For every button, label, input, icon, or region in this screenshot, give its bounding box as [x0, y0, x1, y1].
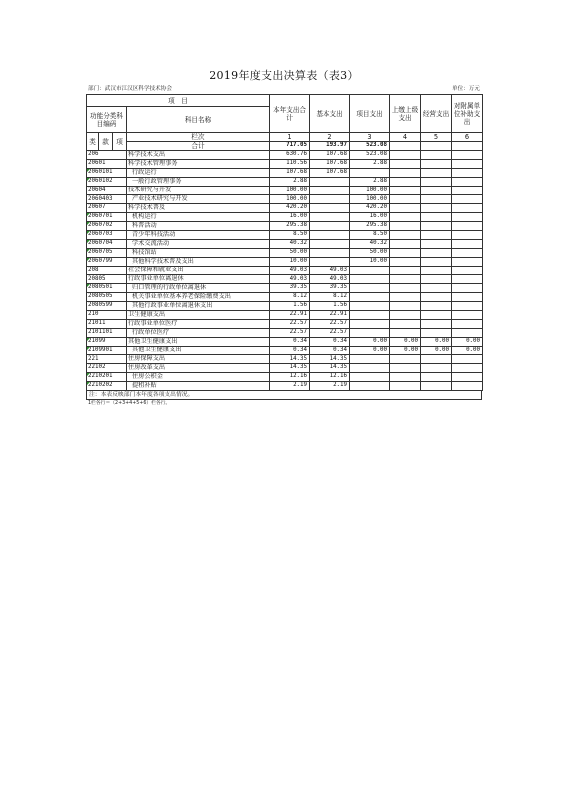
row-value-c4: [390, 159, 421, 168]
row-value-c2: [310, 248, 350, 257]
row-code: 20607: [87, 204, 127, 213]
row-value-c3: [350, 275, 390, 284]
row-value-c1: 49.03: [270, 266, 310, 275]
row-value-c3: [350, 266, 390, 275]
table-row: [87, 293, 483, 302]
table-row: [87, 159, 483, 168]
row-name: 科技馆站: [127, 248, 270, 257]
table-row: [87, 382, 483, 391]
row-value-c5: [421, 231, 452, 240]
row-value-c5: [421, 319, 452, 328]
lanci-header: 栏次: [127, 133, 270, 142]
row-value-c6: [452, 257, 483, 266]
row-value-c1: 22.57: [270, 328, 310, 337]
row-value-c1: 40.32: [270, 239, 310, 248]
row-value-c6: [452, 151, 483, 160]
row-value-c1: 100.00: [270, 186, 310, 195]
row-value-c2: [310, 195, 350, 204]
row-value-c6: [452, 364, 483, 373]
row-value-c2: 39.35: [310, 284, 350, 293]
row-value-c3: 0.00: [350, 337, 390, 346]
heji-label: 合计: [127, 142, 270, 151]
row-value-c4: 0.00: [390, 346, 421, 355]
row-value-c5: [421, 151, 452, 160]
row-value-c1: 0.34: [270, 346, 310, 355]
row-value-c6: [452, 168, 483, 177]
row-code: 2101101: [87, 328, 127, 337]
row-name: 其他行政事业单位离退休支出: [127, 302, 270, 311]
func-code-header: 功能分类科目编码: [87, 107, 127, 133]
table-row: [87, 213, 483, 222]
row-value-c4: [390, 213, 421, 222]
row-value-c1: 2.88: [270, 177, 310, 186]
row-name: 技术研究与开发: [127, 186, 270, 195]
row-value-c1: 110.56: [270, 159, 310, 168]
row-value-c1: 295.38: [270, 222, 310, 231]
row-code: 21011: [87, 319, 127, 328]
row-value-c2: 107.68: [310, 168, 350, 177]
row-value-c3: 100.00: [350, 195, 390, 204]
table-row: [87, 257, 483, 266]
row-value-c2: 14.35: [310, 355, 350, 364]
row-value-c3: 40.32: [350, 239, 390, 248]
row-value-c3: [350, 284, 390, 293]
row-value-c2: [310, 257, 350, 266]
row-name: 其他卫生健康支出: [127, 346, 270, 355]
total-c6: [452, 142, 483, 151]
row-value-c3: 523.08: [350, 151, 390, 160]
report-sheet: [86, 68, 482, 408]
row-code: 2060701: [87, 213, 127, 222]
col-basic-header: 基本支出: [310, 95, 350, 133]
table-row: [87, 373, 483, 382]
row-value-c4: [390, 239, 421, 248]
row-value-c2: 22.91: [310, 311, 350, 320]
row-value-c1: 630.76: [270, 151, 310, 160]
row-code: 2080505: [87, 293, 127, 302]
table-row: [87, 177, 483, 186]
row-code: 21099: [87, 337, 127, 346]
row-code: 2210202: [87, 382, 127, 391]
row-value-c3: [350, 168, 390, 177]
row-value-c6: [452, 222, 483, 231]
row-code: 2060704: [87, 239, 127, 248]
total-c4: [390, 142, 421, 151]
row-value-c4: [390, 275, 421, 284]
row-code: 2060403: [87, 195, 127, 204]
row-value-c2: 14.35: [310, 364, 350, 373]
row-name: 行政单位医疗: [127, 328, 270, 337]
row-value-c5: [421, 257, 452, 266]
row-value-c5: 0.00: [421, 337, 452, 346]
row-name: 归口管理的行政单位离退休: [127, 284, 270, 293]
table-row: [87, 222, 483, 231]
row-value-c4: [390, 195, 421, 204]
row-value-c6: [452, 186, 483, 195]
col-num-2: 2: [310, 133, 350, 142]
row-code: 2080501: [87, 284, 127, 293]
row-value-c2: 49.03: [310, 266, 350, 275]
row-value-c4: [390, 293, 421, 302]
row-name: 住房公积金: [127, 373, 270, 382]
row-value-c5: [421, 195, 452, 204]
row-value-c5: [421, 364, 452, 373]
row-value-c4: [390, 177, 421, 186]
row-value-c5: [421, 266, 452, 275]
row-name: 科学技术支出: [127, 151, 270, 160]
row-value-c2: [310, 213, 350, 222]
row-value-c5: [421, 159, 452, 168]
row-value-c2: 107.68: [310, 151, 350, 160]
row-value-c2: [310, 204, 350, 213]
row-value-c5: [421, 373, 452, 382]
row-value-c3: 2.88: [350, 177, 390, 186]
table-row: [87, 275, 483, 284]
row-code: 2060703: [87, 231, 127, 240]
row-value-c5: [421, 177, 452, 186]
row-value-c3: 50.00: [350, 248, 390, 257]
col-project-header: 项目支出: [350, 95, 390, 133]
table-row: [87, 239, 483, 248]
table-row: [87, 319, 483, 328]
row-code: 2080599: [87, 302, 127, 311]
row-value-c2: 12.16: [310, 373, 350, 382]
table-row: [87, 204, 483, 213]
row-value-c2: 0.34: [310, 337, 350, 346]
row-value-c2: 49.03: [310, 275, 350, 284]
row-value-c5: [421, 382, 452, 391]
row-name: 科学技术普及: [127, 204, 270, 213]
row-value-c1: 107.68: [270, 168, 310, 177]
row-name: 提租补贴: [127, 382, 270, 391]
row-value-c5: [421, 275, 452, 284]
row-value-c2: [310, 177, 350, 186]
row-value-c4: [390, 355, 421, 364]
row-value-c5: [421, 355, 452, 364]
row-value-c1: 1.56: [270, 302, 310, 311]
row-name: 社会保障和就业支出: [127, 266, 270, 275]
expenditure-table: [86, 94, 483, 391]
note-2: 1栏各行＝（2+3+4+5+6）栏各行。: [88, 401, 171, 407]
row-value-c3: [350, 293, 390, 302]
row-value-c6: [452, 239, 483, 248]
xiang-header: 项: [113, 133, 127, 151]
lei-header: 类: [87, 133, 99, 151]
row-value-c4: [390, 257, 421, 266]
row-code: 20604: [87, 186, 127, 195]
row-value-c4: [390, 266, 421, 275]
row-value-c5: [421, 222, 452, 231]
row-value-c6: [452, 293, 483, 302]
table-row: [87, 284, 483, 293]
row-value-c3: [350, 302, 390, 311]
row-value-c4: [390, 231, 421, 240]
table-row: [87, 346, 483, 355]
row-name: 青少年科技活动: [127, 231, 270, 240]
row-name: 科普活动: [127, 222, 270, 231]
row-value-c3: [350, 355, 390, 364]
row-value-c2: 22.57: [310, 319, 350, 328]
row-value-c3: 420.20: [350, 204, 390, 213]
kuan-header: 款: [99, 133, 113, 151]
row-value-c4: [390, 222, 421, 231]
row-code: 20805: [87, 275, 127, 284]
row-code: 2060705: [87, 248, 127, 257]
row-name: 住房保障支出: [127, 355, 270, 364]
row-value-c5: [421, 293, 452, 302]
row-code: 221: [87, 355, 127, 364]
row-value-c5: [421, 248, 452, 257]
table-row: [87, 266, 483, 275]
col-subsidy-header: 对附属单位补助支出: [452, 95, 483, 133]
row-value-c3: [350, 382, 390, 391]
row-value-c4: [390, 302, 421, 311]
row-code: 210: [87, 311, 127, 320]
row-value-c2: [310, 239, 350, 248]
col-num-4: 4: [390, 133, 421, 142]
row-name: 住房改革支出: [127, 364, 270, 373]
row-value-c4: [390, 382, 421, 391]
col-num-6: 6: [452, 133, 483, 142]
row-value-c2: 1.56: [310, 302, 350, 311]
table-row: [87, 355, 483, 364]
table-row: [87, 151, 483, 160]
row-value-c3: 10.00: [350, 257, 390, 266]
row-value-c1: 22.57: [270, 319, 310, 328]
row-value-c1: 14.35: [270, 355, 310, 364]
row-code: 2109901: [87, 346, 127, 355]
row-value-c2: 22.57: [310, 328, 350, 337]
table-row: [87, 328, 483, 337]
table-row: [87, 364, 483, 373]
row-value-c6: [452, 248, 483, 257]
table-body: [87, 151, 483, 391]
row-value-c1: 2.19: [270, 382, 310, 391]
report-meta: [86, 84, 482, 94]
row-value-c4: [390, 311, 421, 320]
table-row: [87, 248, 483, 257]
row-value-c5: [421, 302, 452, 311]
row-value-c5: [421, 311, 452, 320]
row-value-c6: [452, 284, 483, 293]
department-label: 部门：武汉市江汉区科学技术协会: [88, 86, 172, 92]
row-code: 206: [87, 151, 127, 160]
row-value-c3: 295.38: [350, 222, 390, 231]
notes: [86, 391, 482, 408]
subject-name-header: 科目名称: [127, 107, 270, 133]
row-value-c6: 0.00: [452, 337, 483, 346]
row-name: 行政事业单位离退休: [127, 275, 270, 284]
row-value-c3: 0.00: [350, 346, 390, 355]
col-upper-header: 上缴上级支出: [390, 95, 421, 133]
row-value-c6: [452, 231, 483, 240]
row-name: 行政运行: [127, 168, 270, 177]
note-1: 注：本表反映部门本年度各项支出情况。: [86, 391, 482, 400]
row-value-c6: [452, 311, 483, 320]
row-value-c1: 49.03: [270, 275, 310, 284]
row-value-c6: [452, 319, 483, 328]
row-value-c1: 22.91: [270, 311, 310, 320]
col-business-header: 经营支出: [421, 95, 452, 133]
row-value-c4: [390, 186, 421, 195]
row-value-c4: [390, 319, 421, 328]
total-c5: [421, 142, 452, 151]
row-value-c6: [452, 177, 483, 186]
row-value-c2: [310, 222, 350, 231]
total-c2: 193.97: [310, 142, 350, 151]
row-value-c3: [350, 311, 390, 320]
row-value-c6: [452, 195, 483, 204]
row-value-c4: [390, 364, 421, 373]
row-value-c1: 12.16: [270, 373, 310, 382]
row-value-c4: [390, 373, 421, 382]
row-value-c5: [421, 204, 452, 213]
row-code: 2060102: [87, 177, 127, 186]
row-name: 机构运行: [127, 213, 270, 222]
row-value-c1: 14.35: [270, 364, 310, 373]
row-value-c3: [350, 373, 390, 382]
row-code: 22102: [87, 364, 127, 373]
row-value-c1: 39.35: [270, 284, 310, 293]
row-name: 其他科学技术普及支出: [127, 257, 270, 266]
row-name: 行政事业单位医疗: [127, 319, 270, 328]
row-code: 208: [87, 266, 127, 275]
col-num-5: 5: [421, 133, 452, 142]
row-value-c3: [350, 364, 390, 373]
row-value-c6: [452, 159, 483, 168]
row-value-c2: 8.12: [310, 293, 350, 302]
row-value-c5: 0.00: [421, 346, 452, 355]
total-c3: 523.08: [350, 142, 390, 151]
row-code: 2060101: [87, 168, 127, 177]
table-row: [87, 168, 483, 177]
row-value-c2: 0.34: [310, 346, 350, 355]
col-num-1: 1: [270, 133, 310, 142]
row-value-c4: [390, 151, 421, 160]
row-value-c6: [452, 302, 483, 311]
row-value-c6: [452, 266, 483, 275]
total-c1: 717.05: [270, 142, 310, 151]
row-value-c4: [390, 204, 421, 213]
table-row: [87, 195, 483, 204]
table-row: [87, 337, 483, 346]
row-code: 2060799: [87, 257, 127, 266]
row-value-c6: [452, 355, 483, 364]
row-value-c5: [421, 284, 452, 293]
row-value-c5: [421, 168, 452, 177]
row-value-c1: 100.00: [270, 195, 310, 204]
row-value-c1: 16.00: [270, 213, 310, 222]
row-value-c3: 8.50: [350, 231, 390, 240]
row-value-c6: [452, 373, 483, 382]
table-row: [87, 231, 483, 240]
col-num-3: 3: [350, 133, 390, 142]
row-value-c6: [452, 213, 483, 222]
row-value-c5: [421, 213, 452, 222]
row-value-c2: [310, 186, 350, 195]
report-title: 2019年度支出决算表（表3）: [209, 69, 359, 82]
table-row: [87, 311, 483, 320]
row-code: 2210201: [87, 373, 127, 382]
row-name: 一般行政管理事务: [127, 177, 270, 186]
row-value-c1: 420.20: [270, 204, 310, 213]
row-value-c2: [310, 231, 350, 240]
table-row: [87, 186, 483, 195]
row-value-c3: 2.88: [350, 159, 390, 168]
row-name: 卫生健康支出: [127, 311, 270, 320]
row-code: 2060702: [87, 222, 127, 231]
row-value-c2: 2.19: [310, 382, 350, 391]
row-name: 学术交流活动: [127, 239, 270, 248]
row-value-c4: 0.00: [390, 337, 421, 346]
project-header: 项 目: [87, 95, 270, 107]
row-value-c5: [421, 239, 452, 248]
unit-label: 单位：万元: [452, 86, 480, 92]
row-value-c6: [452, 382, 483, 391]
col-total-header: 本年支出合计: [270, 95, 310, 133]
row-name: 产业技术研究与开发: [127, 195, 270, 204]
row-code: 20601: [87, 159, 127, 168]
row-value-c6: [452, 328, 483, 337]
row-value-c3: [350, 319, 390, 328]
row-value-c5: [421, 186, 452, 195]
row-value-c1: 8.12: [270, 293, 310, 302]
row-value-c1: 10.00: [270, 257, 310, 266]
row-value-c4: [390, 284, 421, 293]
row-value-c4: [390, 168, 421, 177]
row-value-c3: 100.00: [350, 186, 390, 195]
row-value-c3: 16.00: [350, 213, 390, 222]
row-value-c1: 0.34: [270, 337, 310, 346]
row-name: 机关事业单位基本养老保险缴费支出: [127, 293, 270, 302]
row-name: 其他卫生健康支出: [127, 337, 270, 346]
row-name: 科学技术管理事务: [127, 159, 270, 168]
table-row: [87, 302, 483, 311]
row-value-c2: 107.68: [310, 159, 350, 168]
row-value-c6: [452, 275, 483, 284]
row-value-c5: [421, 328, 452, 337]
row-value-c4: [390, 328, 421, 337]
row-value-c6: [452, 204, 483, 213]
row-value-c3: [350, 328, 390, 337]
row-value-c1: 8.50: [270, 231, 310, 240]
row-value-c4: [390, 248, 421, 257]
row-value-c6: 0.00: [452, 346, 483, 355]
row-value-c1: 50.00: [270, 248, 310, 257]
